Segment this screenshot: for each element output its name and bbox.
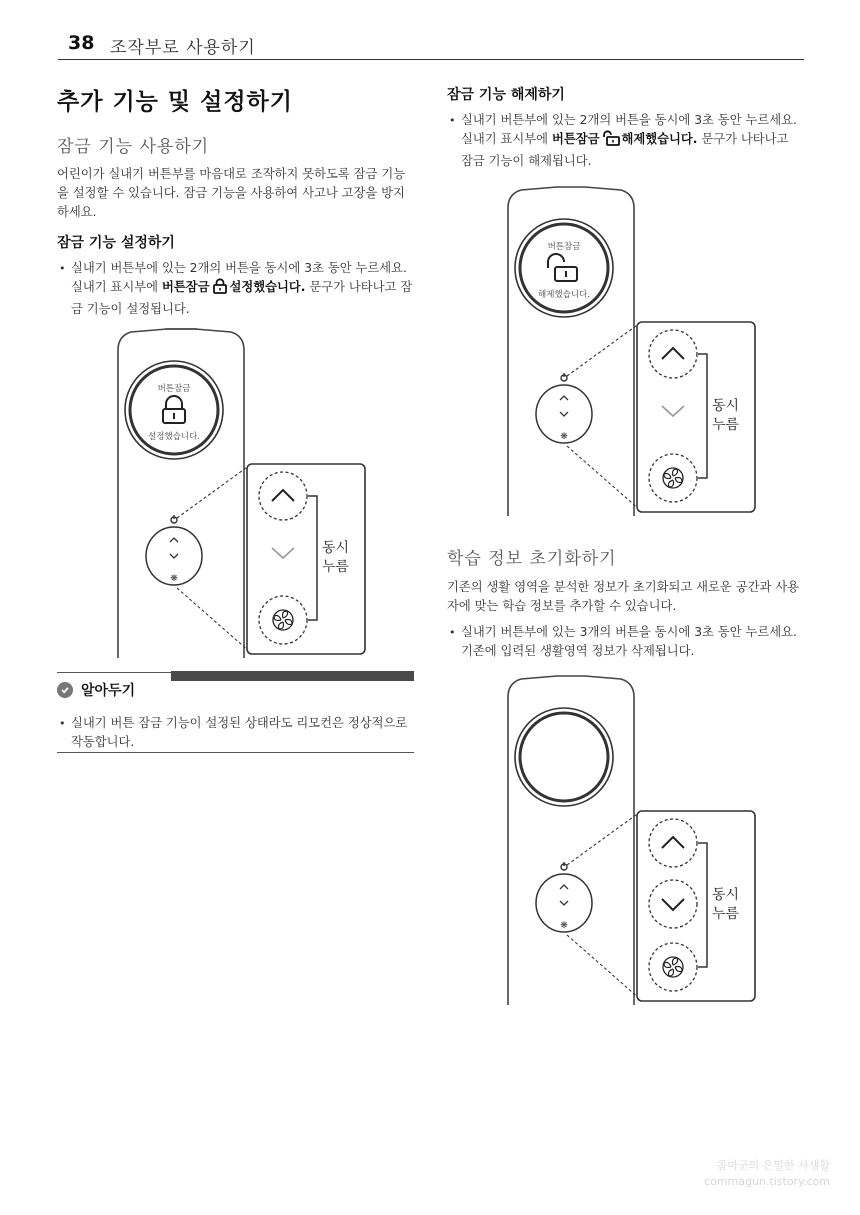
watermark-line-1: 콤마군의 은밀한 사생활 (716, 1159, 830, 1172)
note-bottom-rule (57, 752, 414, 753)
small-fan-icon: ❋ (560, 921, 568, 931)
display-top-text: 버튼잠금 (157, 384, 191, 394)
reset-section (447, 544, 804, 661)
unlock-display-bottom-text: 해제했습니다. (538, 290, 590, 300)
note-header (57, 680, 135, 700)
reset-instruction: • 실내기 버튼부에 있는 3개의 버튼을 동시에 3초 동안 누르세요. 기존에 입력된 생활영역 정보가 삭제됩니다. (447, 623, 804, 661)
reset-intro: 기존의 생활 영역을 분석한 정보가 초기화되고 새로운 공간과 사용자에 맞는 학습 정보를 추가할 수 있습니다. (447, 580, 799, 613)
chapter-title: 조작부로 사용하기 (110, 38, 256, 58)
unlock-bold-a: 버튼잠금 (551, 132, 600, 146)
press-label-2: 누름 (322, 559, 350, 575)
left-column (57, 80, 414, 319)
press-label-1: 동시 (322, 540, 350, 556)
up-button (259, 472, 307, 520)
power-icon (561, 373, 567, 381)
watermark-line-2: commagun.tistory.com (704, 1175, 830, 1188)
power-icon (171, 515, 177, 523)
lock-open-icon (602, 130, 620, 152)
unlock-text-prefix: 실내기 버튼부에 있는 2개의 버튼을 동시에 3초 동안 누르세요. 실내기 표시부에 (461, 113, 797, 146)
press-label-2: 누름 (712, 417, 740, 433)
lock-set-bold-a: 버튼잠금 (161, 280, 210, 294)
up-button (649, 330, 697, 378)
down-button (649, 880, 697, 928)
watermark (704, 1158, 830, 1190)
display-bottom-text: 설정했습니다. (148, 432, 200, 442)
press-label-1: 동시 (712, 887, 740, 903)
page-header (58, 30, 804, 60)
lock-set-subheading: 잠금 기능 설정하기 (57, 235, 175, 251)
unlock-subheading: 잠금 기능 해제하기 (447, 87, 565, 103)
note-text: • 실내기 버튼 잠금 기능이 설정된 상태라도 리모컨은 정상적으로 작동합니다. (57, 714, 414, 752)
note-header-bar (171, 671, 414, 681)
unlock-figure (505, 186, 760, 518)
page-title: 추가 기능 및 설정하기 (57, 89, 293, 115)
unlock-display-top-text: 버튼잠금 (547, 242, 581, 252)
lock-closed-icon (212, 278, 228, 300)
lock-set-figure (115, 328, 370, 660)
lock-set-text-suffix: 문구가 나타나고 잠금 기능이 설정됩니다. (71, 280, 413, 316)
right-column (447, 80, 804, 171)
up-button (649, 819, 697, 867)
lock-set-instruction (57, 259, 414, 319)
note-title: 알아두기 (81, 683, 136, 699)
small-fan-icon: ❋ (560, 432, 568, 442)
unlock-text-suffix: 문구가 나타나고 잠금 기능이 해제됩니다. (461, 132, 789, 168)
lock-set-bold-b: 설정했습니다. (229, 280, 306, 294)
lock-set-text-prefix: 실내기 버튼부에 있는 2개의 버튼을 동시에 3초 동안 누르세요. 실내기 표시부에 (71, 261, 407, 294)
power-icon (561, 862, 567, 870)
check-circle-icon (57, 682, 73, 698)
small-fan-icon: ❋ (170, 574, 178, 584)
unlock-bold-b: 해제했습니다. (621, 132, 698, 146)
fan-button (649, 454, 697, 502)
fan-button (259, 596, 307, 644)
unlock-instruction (447, 111, 804, 171)
reset-figure (505, 675, 760, 1007)
press-label-1: 동시 (712, 398, 740, 414)
page-number: 38 (68, 32, 95, 54)
blank-display (515, 708, 613, 806)
lock-intro: 어린이가 실내기 버튼부를 마음대로 조작하지 못하도록 잠금 기능을 설정할 수 있습니다. 잠금 기능을 사용하여 사고나 고장을 방지하세요. (57, 167, 406, 219)
lock-section-heading: 잠금 기능 사용하기 (57, 137, 210, 157)
reset-heading: 학습 정보 초기화하기 (447, 549, 617, 569)
fan-button (649, 943, 697, 991)
press-label-2: 누름 (712, 906, 740, 922)
